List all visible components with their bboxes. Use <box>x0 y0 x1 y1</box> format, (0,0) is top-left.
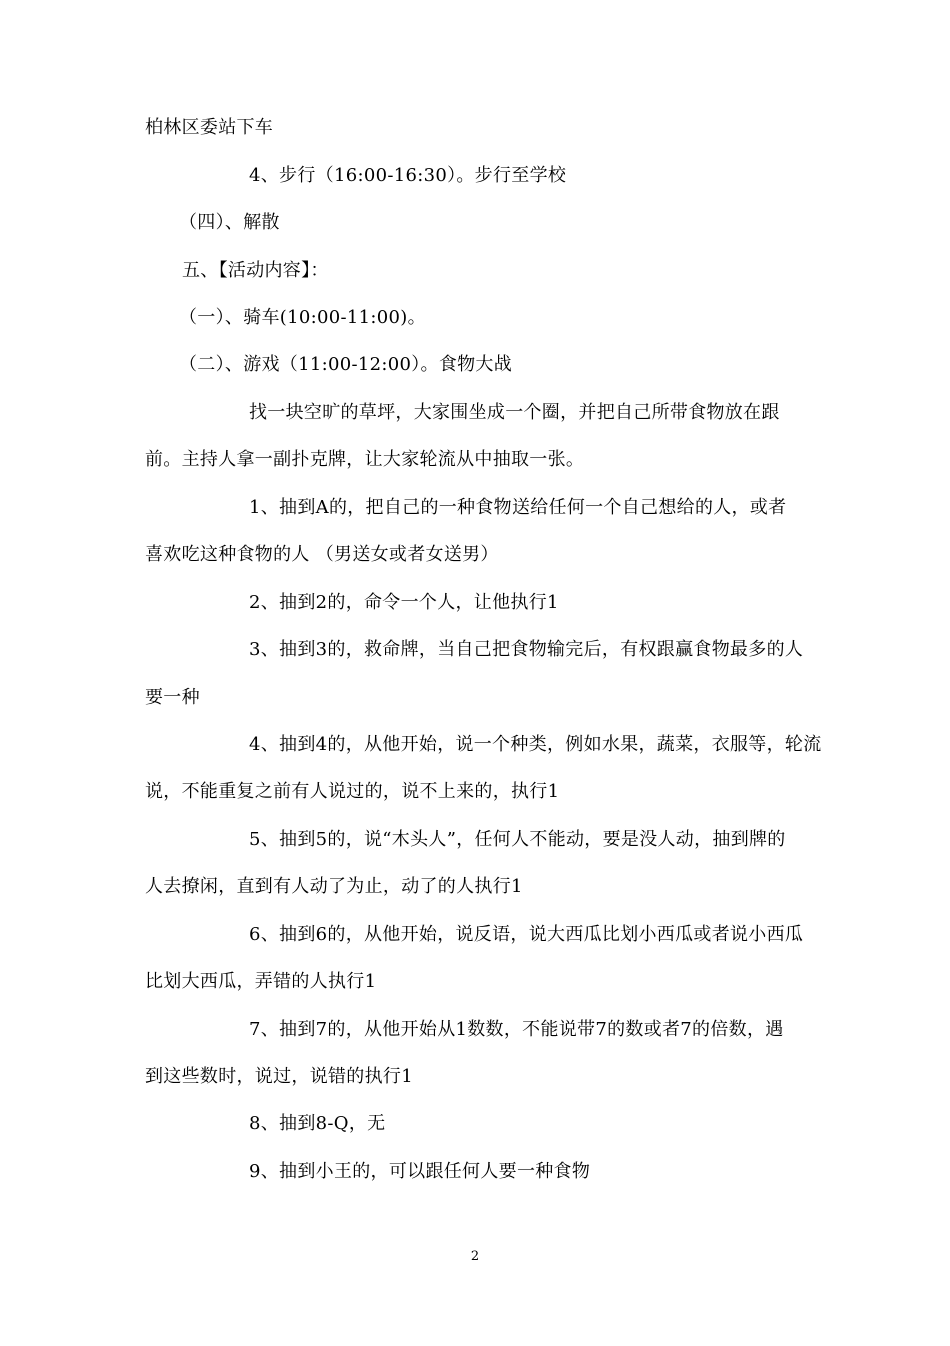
text-line-23: 9、抽到小王的，可以跟任何人要一种食物 <box>249 1161 591 1182</box>
text-line-8: 前。主持人拿一副扑克牌，让大家轮流从中抽取一张。 <box>145 449 585 470</box>
text-line-22: 8、抽到8-Q，无 <box>249 1113 386 1134</box>
text-line-19: 比划大西瓜，弄错的人执行1 <box>145 971 377 992</box>
text-line-7: 找一块空旷的草坪，大家围坐成一个圈，并把自己所带食物放在跟 <box>249 402 780 423</box>
text-line-2: 4、步行（16:00-16:30）。步行至学校 <box>249 165 567 186</box>
text-line-12: 3、抽到3的，救命牌，当自己把食物输完后，有权跟赢食物最多的人 <box>249 639 804 660</box>
text-line-6: （二）、游戏（11:00-12:00）。食物大战 <box>179 354 513 375</box>
text-line-5: （一）、骑车(10:00-11:00)。 <box>179 307 426 328</box>
text-line-21: 到这些数时，说过，说错的执行1 <box>145 1066 413 1087</box>
text-line-13: 要一种 <box>145 687 200 708</box>
text-line-11: 2、抽到2的，命令一个人，让他执行1 <box>249 592 559 613</box>
text-line-20: 7、抽到7的，从他开始从1数数，不能说带7的数或者7的倍数，遇 <box>249 1019 784 1040</box>
text-line-17: 人去撩闲，直到有人动了为止，动了的人执行1 <box>145 876 523 897</box>
text-line-14: 4、抽到4的，从他开始，说一个种类，例如水果，蔬菜，衣服等，轮流 <box>249 734 822 755</box>
text-line-9: 1、抽到A的，把自己的一种食物送给任何一个自己想给的人，或者 <box>249 497 787 518</box>
text-line-10: 喜欢吃这种食物的人 （男送女或者女送男） <box>145 544 499 565</box>
text-line-1: 柏林区委站下车 <box>145 117 274 138</box>
page-number: 2 <box>470 1249 480 1264</box>
text-line-18: 6、抽到6的，从他开始，说反语，说大西瓜比划小西瓜或者说小西瓜 <box>249 924 804 945</box>
text-line-16: 5、抽到5的，说“木头人”，任何人不能动，要是没人动，抽到牌的 <box>249 829 786 850</box>
text-line-15: 说，不能重复之前有人说过的，说不上来的，执行1 <box>145 781 560 802</box>
text-line-4: 五、【活动内容】： <box>182 260 329 281</box>
text-line-3: （四）、解散 <box>179 212 280 233</box>
